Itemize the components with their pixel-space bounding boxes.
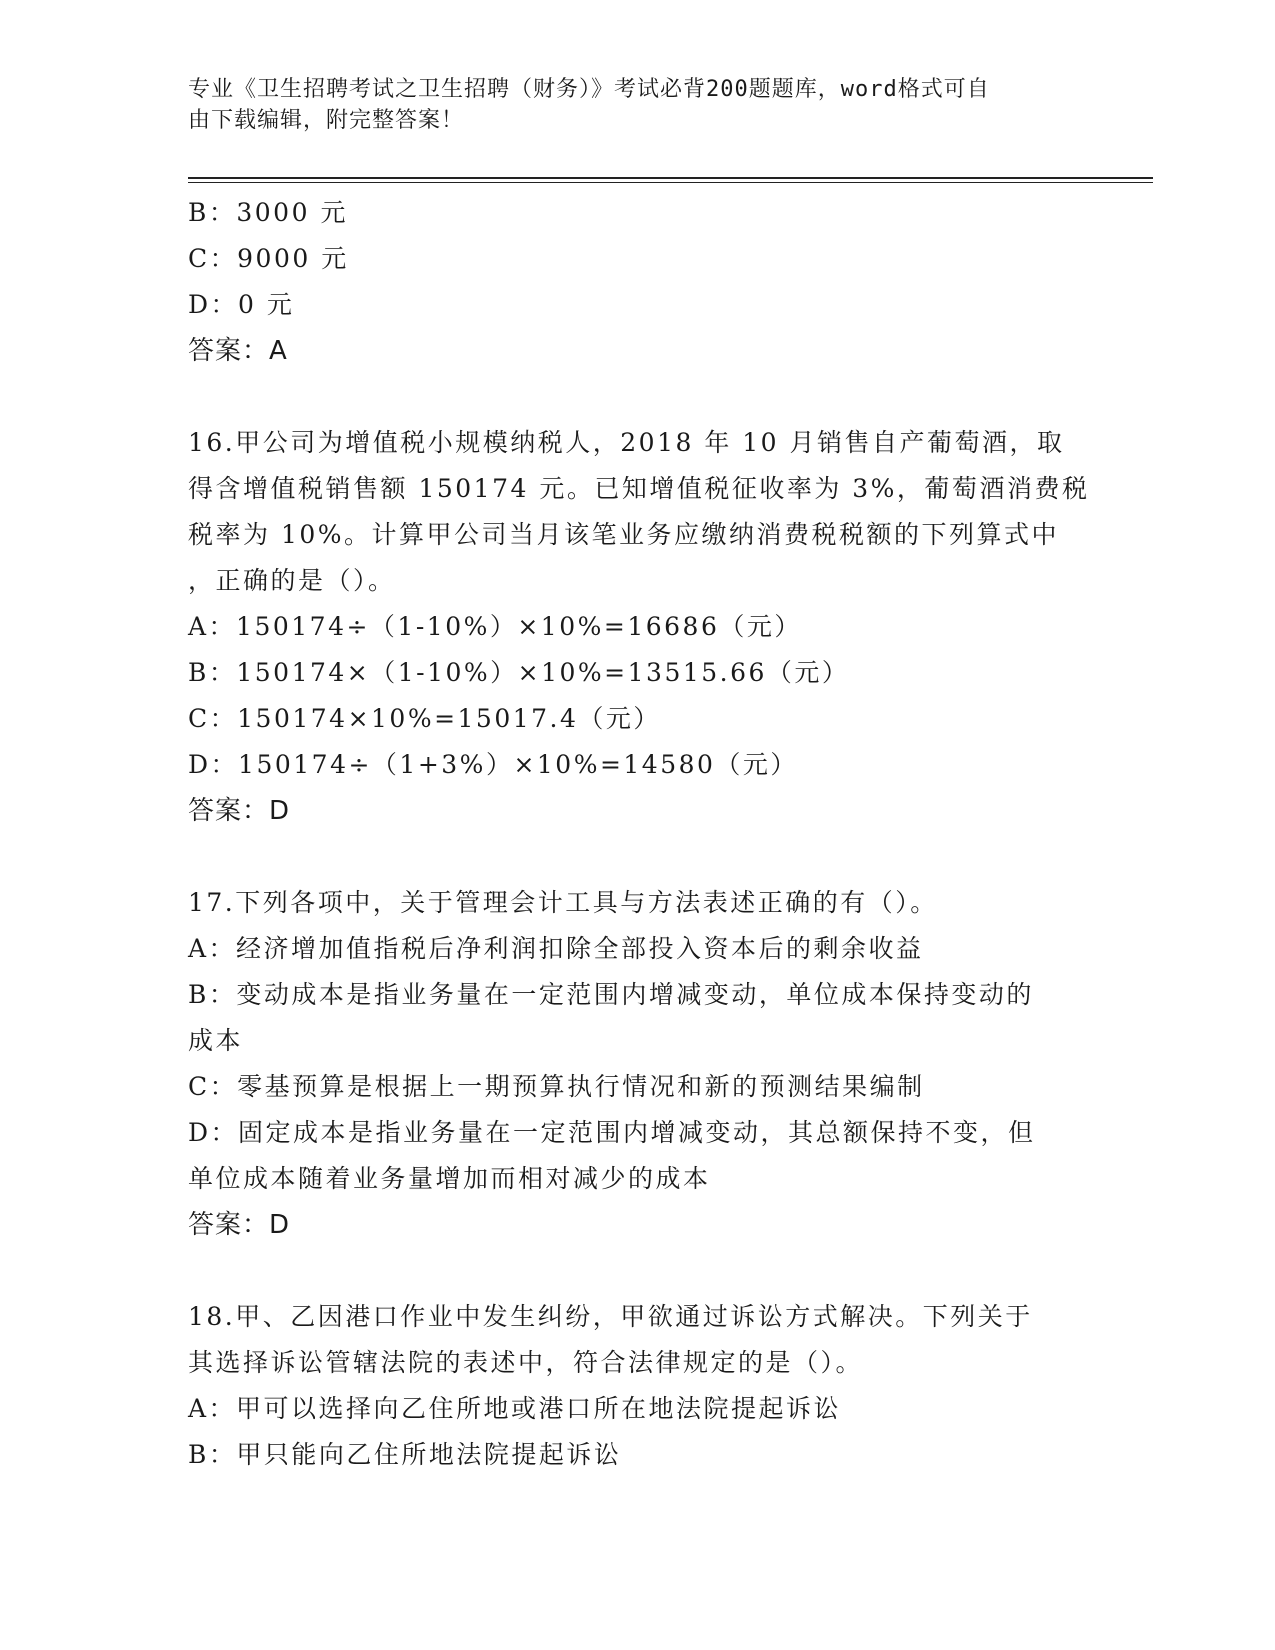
spacer	[188, 1248, 1088, 1294]
option-a: A：经济增加值指税后净利润扣除全部投入资本后的剩余收益	[188, 934, 924, 963]
previous-question-block	[188, 190, 1088, 374]
option-c: C：零基预算是根据上一期预算执行情况和新的预测结果编制	[188, 1072, 925, 1101]
document-header	[188, 74, 1088, 136]
answer-line: 答案：D	[188, 796, 291, 826]
option-c: C：150174×10%=15017.4（元）	[188, 704, 661, 733]
header-divider-thick	[188, 177, 1153, 179]
option-b: B：3000 元	[188, 198, 348, 227]
option-b: B：150174×（1-10%）×10%=13515.66（元）	[188, 658, 850, 687]
question-stem-line: 得含增值税销售额 150174 元。已知增值税征收率为 3%，葡萄酒消费税	[188, 474, 1090, 503]
question-17	[188, 880, 1088, 1248]
option-b: B：变动成本是指业务量在一定范围内增减变动，单位成本保持变动的	[188, 980, 1034, 1009]
option-a: A：150174÷（1-10%）×10%=16686（元）	[188, 612, 802, 641]
question-stem-line: 18.甲、乙因港口作业中发生纠纷，甲欲通过诉讼方式解决。下列关于	[188, 1302, 1033, 1331]
question-18	[188, 1294, 1088, 1478]
question-content	[188, 190, 1088, 1478]
header-line-1: 专业《卫生招聘考试之卫生招聘（财务）》考试必背200题题库，word格式可自	[188, 77, 990, 102]
answer-line: 答案：A	[188, 336, 288, 366]
question-16	[188, 420, 1088, 834]
question-stem-line: ，正确的是（）。	[188, 566, 396, 595]
question-stem-line: 其选择诉讼管辖法院的表述中，符合法律规定的是（）。	[188, 1348, 864, 1377]
option-c: C：9000 元	[188, 244, 349, 273]
spacer	[188, 374, 1088, 420]
option-d: D：150174÷（1+3%）×10%=14580（元）	[188, 750, 798, 779]
option-a: A：甲可以选择向乙住所地或港口所在地法院提起诉讼	[188, 1394, 842, 1423]
option-d-continued: 单位成本随着业务量增加而相对减少的成本	[188, 1164, 711, 1193]
spacer	[188, 834, 1088, 880]
header-line-2: 由下载编辑，附完整答案！	[188, 108, 465, 133]
question-stem-line: 17.下列各项中，关于管理会计工具与方法表述正确的有（）。	[188, 888, 938, 917]
option-b: B：甲只能向乙住所地法院提起诉讼	[188, 1440, 622, 1469]
question-stem-line: 税率为 10%。计算甲公司当月该笔业务应缴纳消费税税额的下列算式中	[188, 520, 1060, 549]
option-b-continued: 成本	[188, 1026, 244, 1055]
header-divider-thin	[188, 182, 1153, 183]
option-d: D：0 元	[188, 290, 295, 319]
answer-line: 答案：D	[188, 1210, 291, 1240]
question-stem-line: 16.甲公司为增值税小规模纳税人，2018 年 10 月销售自产葡萄酒，取	[188, 428, 1065, 457]
option-d: D：固定成本是指业务量在一定范围内增减变动，其总额保持不变，但	[188, 1118, 1036, 1147]
